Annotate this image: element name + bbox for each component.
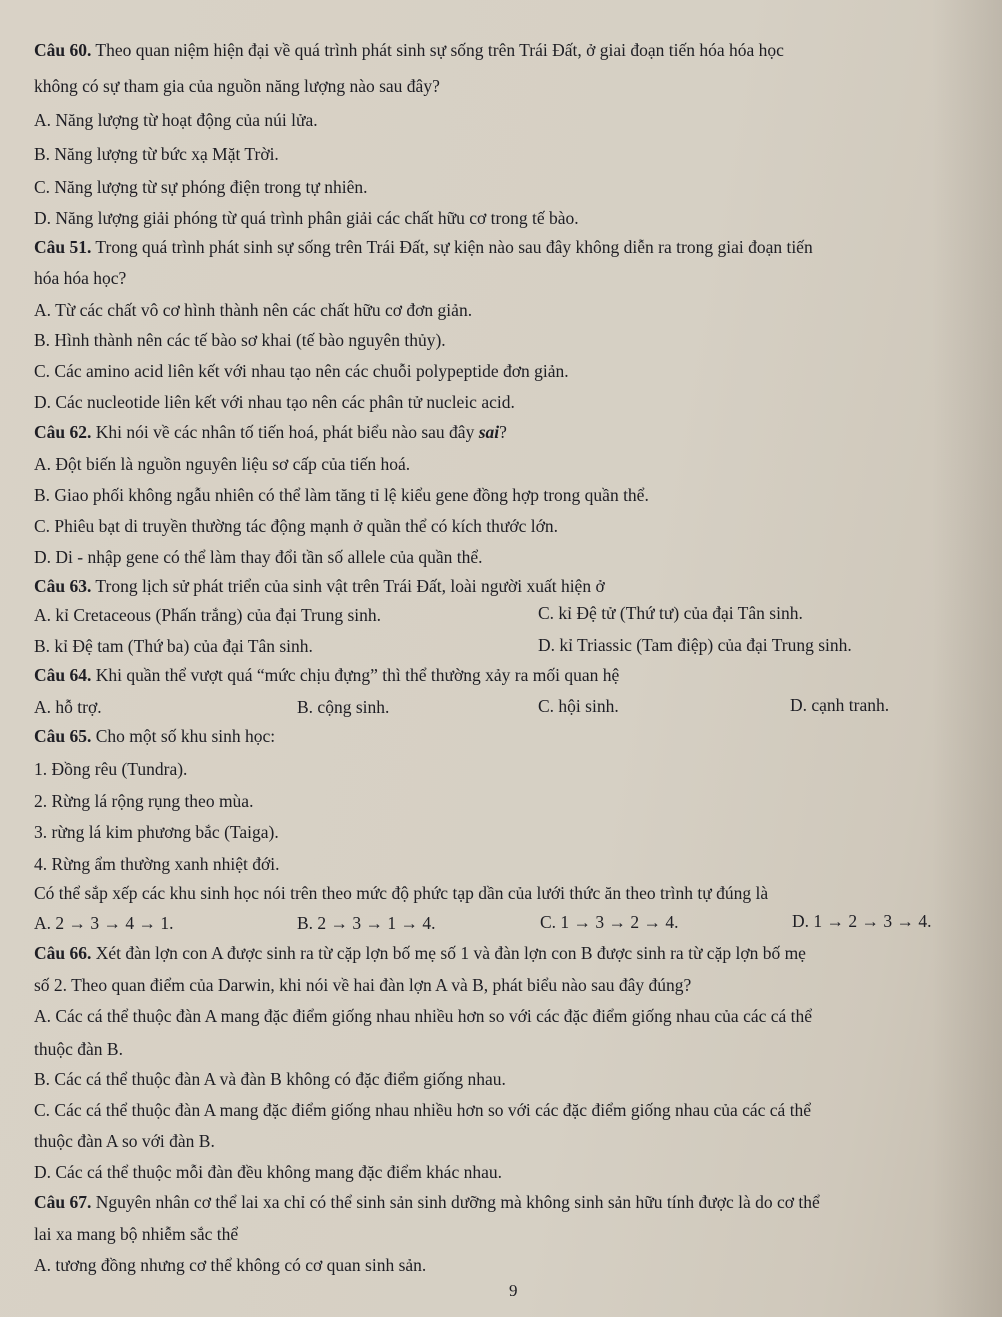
question-65-stem bbox=[34, 725, 275, 747]
option-d: D. Di - nhập gene có thể làm thay đổi tần số allele của quần thể. bbox=[34, 547, 483, 567]
option-b: B. cộng sinh. bbox=[297, 697, 390, 717]
question-text: Theo quan niệm hiện đại về quá trình phát sinh sự sống trên Trái Đất, ở giai đoạn tiến hóa hóa học bbox=[91, 40, 784, 60]
question-number: Câu 63. bbox=[34, 576, 92, 596]
option-d: D. kỉ Triassic (Tam điệp) của đại Trung sinh. bbox=[538, 635, 852, 655]
question-number: Câu 51. bbox=[34, 237, 92, 257]
question-text: Nguyên nhân cơ thể lai xa chỉ có thể sinh sản sinh dưỡng mà không sinh sản hữu tính được là do cơ thể bbox=[91, 1192, 820, 1212]
option-c: C. Năng lượng từ sự phóng điện trong tự nhiên. bbox=[34, 177, 368, 197]
question-text: Trong lịch sử phát triển của sinh vật trên Trái Đất, loài người xuất hiện ở bbox=[91, 576, 605, 596]
option-a: A. Đột biến là nguồn nguyên liệu sơ cấp của tiến hoá. bbox=[34, 454, 411, 474]
option-c: C. kỉ Đệ tử (Thứ tư) của đại Tân sinh. bbox=[538, 603, 803, 623]
option-a: A. Các cá thể thuộc đàn A mang đặc điểm giống nhau nhiều hơn so với các đặc điểm giống nhau của các cá thể bbox=[34, 1006, 813, 1026]
question-text: Trong quá trình phát sinh sự sống trên Trái Đất, sự kiện nào sau đây không diễn ra trong giai đoạn tiến bbox=[91, 237, 813, 257]
option-c: C. Các cá thể thuộc đàn A mang đặc điểm giống nhau nhiều hơn so với các đặc điểm giống nhau của các cá thể bbox=[34, 1100, 812, 1120]
question-60-stem bbox=[34, 39, 784, 61]
question-51-stem bbox=[34, 236, 813, 258]
list-item: 2. Rừng lá rộng rụng theo mùa. bbox=[34, 791, 254, 811]
option-b: B. Hình thành nên các tế bào sơ khai (tế bào nguyên thủy). bbox=[34, 330, 446, 350]
option-d: D. cạnh tranh. bbox=[790, 695, 890, 715]
question-number: Câu 66. bbox=[34, 943, 92, 963]
question-51-stem-cont: hóa hóa học? bbox=[34, 268, 127, 288]
question-number: Câu 67. bbox=[34, 1192, 92, 1212]
option-b: B. Năng lượng từ bức xạ Mặt Trời. bbox=[34, 144, 279, 164]
option-a: A. tương đồng nhưng cơ thể không có cơ quan sinh sản. bbox=[34, 1255, 427, 1275]
option-c: C. 1 → 3 → 2 → 4. bbox=[540, 912, 679, 932]
option-d: D. Các cá thể thuộc mỗi đàn đều không mang đặc điểm khác nhau. bbox=[34, 1162, 502, 1182]
question-number: Câu 65. bbox=[34, 726, 92, 746]
option-c-cont: thuộc đàn A so với đàn B. bbox=[34, 1131, 215, 1151]
question-65-stem-cont: Có thể sắp xếp các khu sinh học nói trên theo mức độ phức tạp dần của lưới thức ăn theo trình tự đúng là bbox=[34, 883, 769, 903]
option-a: A. Năng lượng từ hoạt động của núi lửa. bbox=[34, 110, 318, 130]
list-item: 1. Đồng rêu (Tundra). bbox=[34, 759, 188, 779]
option-d: D. Năng lượng giải phóng từ quá trình phân giải các chất hữu cơ trong tế bào. bbox=[34, 208, 579, 228]
option-a: A. Từ các chất vô cơ hình thành nên các chất hữu cơ đơn giản. bbox=[34, 300, 473, 320]
option-a: A. 2 → 3 → 4 → 1. bbox=[34, 913, 174, 933]
list-item: 4. Rừng ẩm thường xanh nhiệt đới. bbox=[34, 854, 280, 874]
option-d: D. 1 → 2 → 3 → 4. bbox=[792, 911, 932, 931]
question-number: Câu 64. bbox=[34, 665, 92, 685]
option-b: B. kỉ Đệ tam (Thứ ba) của đại Tân sinh. bbox=[34, 636, 313, 656]
option-b: B. Các cá thể thuộc đàn A và đàn B không có đặc điểm giống nhau. bbox=[34, 1069, 506, 1089]
question-text: Khi nói về các nhân tố tiến hoá, phát biểu nào sau đây bbox=[91, 422, 479, 442]
option-a-cont: thuộc đàn B. bbox=[34, 1039, 123, 1059]
question-64-stem bbox=[34, 664, 619, 686]
page-number: 9 bbox=[509, 1281, 518, 1300]
question-66-stem bbox=[34, 942, 806, 964]
page-edge-shadow bbox=[932, 0, 1002, 1317]
question-67-stem bbox=[34, 1191, 820, 1213]
list-item: 3. rừng lá kim phương bắc (Taiga). bbox=[34, 822, 279, 842]
question-63-stem bbox=[34, 575, 605, 597]
option-a: A. hỗ trợ. bbox=[34, 697, 102, 717]
option-c: C. hội sinh. bbox=[538, 696, 619, 716]
option-b: B. Giao phối không ngẫu nhiên có thể làm tăng tỉ lệ kiểu gene đồng hợp trong quần thể. bbox=[34, 485, 649, 505]
option-c: C. Các amino acid liên kết với nhau tạo nên các chuỗi polypeptide đơn giản. bbox=[34, 361, 569, 381]
question-number: Câu 60. bbox=[34, 40, 92, 60]
question-62-stem bbox=[34, 421, 507, 443]
option-b: B. 2 → 3 → 1 → 4. bbox=[297, 913, 436, 933]
question-text: Xét đàn lợn con A được sinh ra từ cặp lợn bố mẹ số 1 và đàn lợn con B được sinh ra từ cặp lợn bố mẹ bbox=[91, 943, 806, 963]
emphasis-word: sai bbox=[478, 422, 500, 442]
question-text-end: ? bbox=[499, 422, 507, 442]
question-66-stem-cont: số 2. Theo quan điểm của Darwin, khi nói về hai đàn lợn A và B, phát biểu nào sau đây đúng? bbox=[34, 975, 692, 995]
question-67-stem-cont: lai xa mang bộ nhiễm sắc thể bbox=[34, 1224, 239, 1244]
question-number: Câu 62. bbox=[34, 422, 92, 442]
question-text: Khi quần thể vượt quá “mức chịu đựng” thì thể thường xảy ra mối quan hệ bbox=[91, 665, 620, 685]
option-c: C. Phiêu bạt di truyền thường tác động mạnh ở quần thể có kích thước lớn. bbox=[34, 516, 559, 536]
option-a: A. kỉ Cretaceous (Phấn trắng) của đại Trung sinh. bbox=[34, 605, 382, 625]
question-60-stem-cont: không có sự tham gia của nguồn năng lượng nào sau đây? bbox=[34, 76, 440, 96]
option-d: D. Các nucleotide liên kết với nhau tạo nên các phân tử nucleic acid. bbox=[34, 392, 515, 412]
question-text: Cho một số khu sinh học: bbox=[91, 726, 276, 746]
